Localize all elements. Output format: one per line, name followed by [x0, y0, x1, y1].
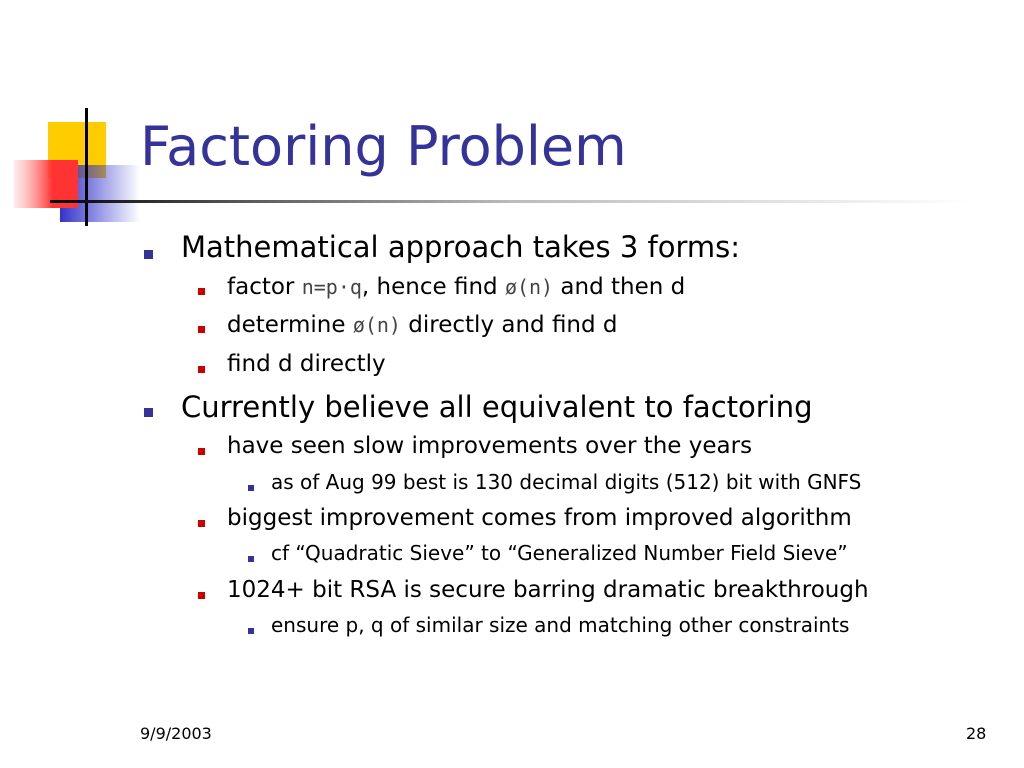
formula-phi-n: ø(n)	[352, 313, 401, 337]
bullet-text: 1024+ bit RSA is secure barring dramatic breakthrough	[227, 577, 869, 603]
bullet-square-icon	[198, 366, 205, 373]
bullet-text: find d directly	[227, 351, 386, 377]
formula-phi-n: ø(n)	[504, 275, 554, 299]
bullet-text: factor	[227, 274, 302, 300]
formula-n-equals-pq: n=p·q	[301, 275, 362, 299]
bullet-text: have seen slow improvements over the years	[227, 433, 753, 459]
footer-date: 9/9/2003	[140, 724, 212, 743]
bullet-text: cf “Quadratic Sieve” to “Generalized Number Field Sieve”	[271, 541, 848, 565]
bullet-square-icon	[198, 288, 205, 295]
bullet-text: Mathematical approach takes 3 forms:	[181, 230, 740, 264]
bullet-text: determine	[227, 312, 353, 338]
bullet-text: as of Aug 99 best is 130 decimal digits (512) bit with GNFS	[271, 470, 862, 494]
bullet-text: Currently believe all equivalent to factoring	[181, 390, 813, 424]
bullet-square-icon	[144, 250, 153, 259]
bullet-square-icon	[248, 485, 254, 491]
bullet-determine-line	[227, 312, 618, 338]
bullet-factor-line	[227, 274, 685, 300]
bullet-square-icon	[144, 408, 153, 417]
bullet-square-icon	[248, 556, 254, 562]
bullet-text: biggest improvement comes from improved algorithm	[227, 505, 852, 531]
bullet-square-icon	[198, 592, 205, 599]
bullet-square-icon	[198, 326, 205, 333]
bullet-text: , hence find	[361, 274, 505, 300]
bullet-square-icon	[198, 520, 205, 527]
footer-page-number: 28	[966, 724, 987, 743]
bullet-text: and then d	[553, 274, 686, 300]
bullet-square-icon	[248, 628, 254, 634]
bullet-text: ensure p, q of similar size and matching other constraints	[271, 613, 850, 637]
slide-title: Factoring Problem	[140, 115, 627, 178]
bullet-text: directly and find d	[400, 312, 618, 338]
bullet-square-icon	[198, 448, 205, 455]
